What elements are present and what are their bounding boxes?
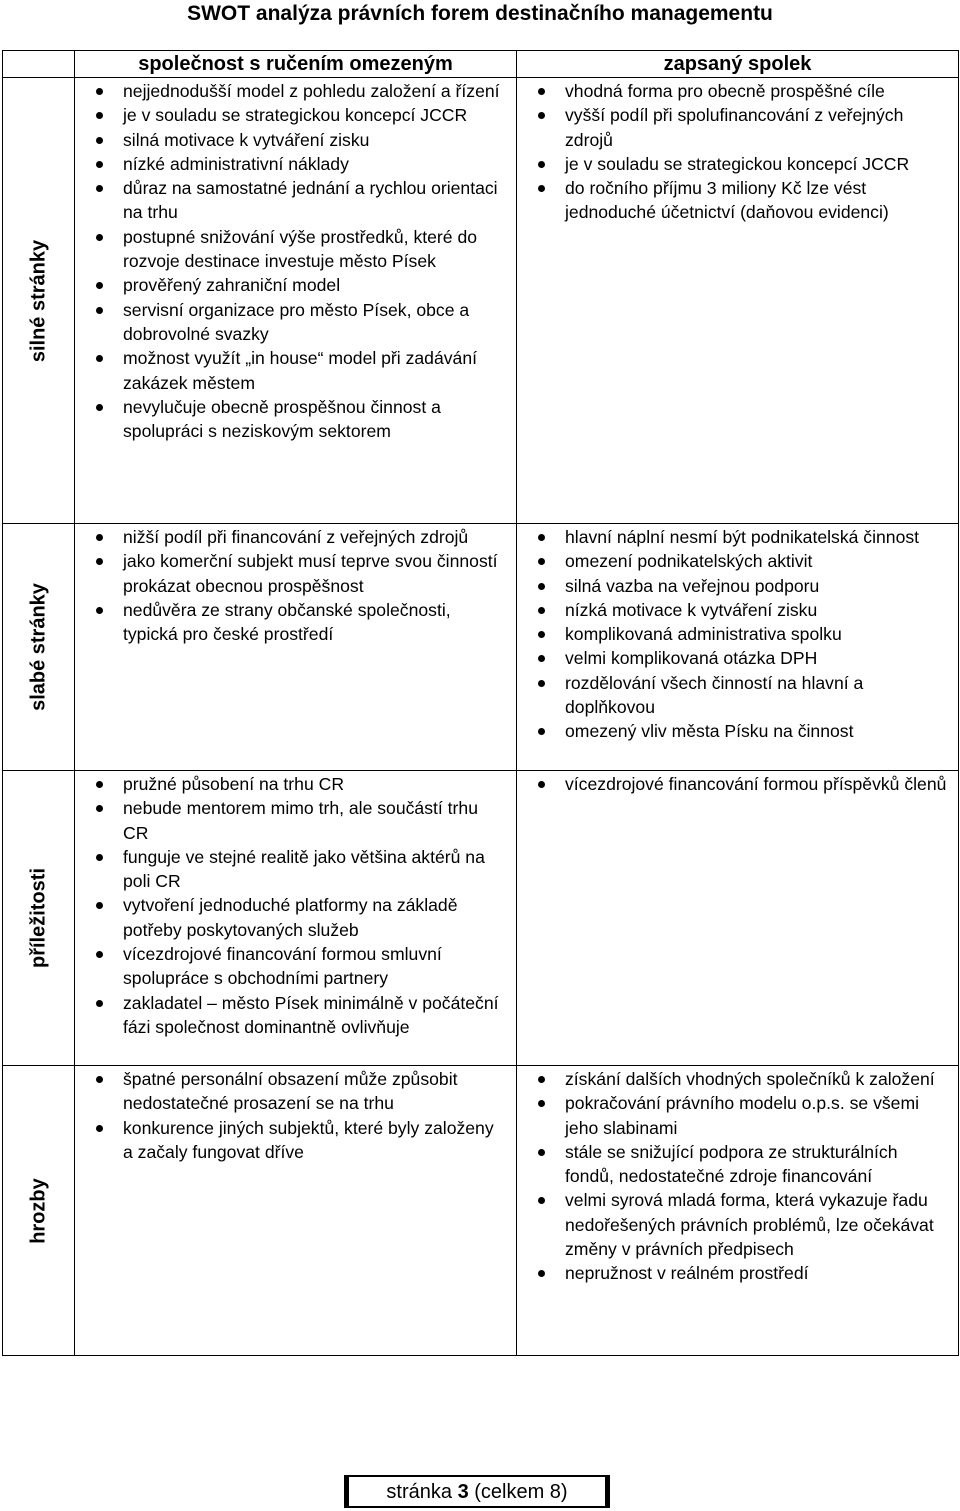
item-list — [75, 1066, 516, 1164]
footer-page-number: 3 — [457, 1481, 469, 1503]
footer-prefix: stránka — [386, 1481, 458, 1503]
list-item: pružné působení na trhu CR — [75, 772, 516, 796]
row-strengths — [3, 78, 959, 524]
list-item: jako komerční subjekt musí teprve svou činností prokázat obecnou prospěšnost — [75, 549, 516, 598]
list-item: vytvoření jednoduché platformy na základě potřeby poskytovaných služeb — [75, 893, 516, 942]
list-item: omezený vliv města Písku na činnost — [517, 719, 958, 743]
item-list — [75, 524, 516, 646]
list-item: vícezdrojové financování formou smluvní spolupráce s obchodními partnery — [75, 942, 516, 991]
page-title: SWOT analýza právních forem destinačního managementu — [187, 2, 773, 25]
list-item: silná motivace k vytváření zisku — [75, 128, 516, 152]
row-header-strengths — [3, 78, 75, 524]
row-label: silné stránky — [27, 239, 49, 362]
row-header-weaknesses — [3, 524, 75, 771]
list-item: nebude mentorem mimo trh, ale součástí trhu CR — [75, 796, 516, 845]
cell-weaknesses-sro — [75, 524, 517, 771]
row-threats — [3, 1066, 959, 1356]
list-item: servisní organizace pro město Písek, obce a dobrovolné svazky — [75, 298, 516, 347]
list-item: konkurence jiných subjektů, které byly založeny a začaly fungovat dříve — [75, 1116, 516, 1165]
list-item: komplikovaná administrativa spolku — [517, 622, 958, 646]
column-header-sro: společnost s ručením omezeným — [75, 51, 517, 78]
footer-suffix: (celkem 8) — [468, 1481, 568, 1503]
cell-strengths-sro — [75, 78, 517, 524]
list-item: nízká motivace k vytváření zisku — [517, 598, 958, 622]
cell-strengths-spolek — [517, 78, 959, 524]
row-weaknesses — [3, 524, 959, 771]
header-row — [3, 51, 959, 78]
list-item: je v souladu se strategickou koncepcí JCCR — [75, 103, 516, 127]
list-item: vhodná forma pro obecně prospěšné cíle — [517, 79, 958, 103]
list-item: velmi komplikovaná otázka DPH — [517, 646, 958, 670]
corner-cell — [3, 51, 75, 78]
cell-threats-sro — [75, 1066, 517, 1356]
list-item: nedůvěra ze strany občanské společnosti, typická pro české prostředí — [75, 598, 516, 647]
row-label: příležitosti — [27, 867, 49, 969]
list-item: omezení podnikatelských aktivit — [517, 549, 958, 573]
item-list — [517, 771, 958, 796]
list-item: vyšší podíl při spolufinancování z veřejných zdrojů — [517, 103, 958, 152]
item-list — [75, 78, 516, 443]
cell-opportunities-sro — [75, 771, 517, 1066]
list-item: silná vazba na veřejnou podporu — [517, 574, 958, 598]
list-item: prověřený zahraniční model — [75, 273, 516, 297]
list-item: do ročního příjmu 3 miliony Kč lze vést jednoduché účetnictví (daňovou evidenci) — [517, 176, 958, 225]
list-item: pokračování právního modelu o.p.s. se všemi jeho slabinami — [517, 1091, 958, 1140]
list-item: hlavní náplní nesmí být podnikatelská činnost — [517, 525, 958, 549]
item-list — [517, 1066, 958, 1286]
list-item: možnost využít „in house“ model při zadávání zakázek městem — [75, 346, 516, 395]
row-opportunities — [3, 771, 959, 1066]
row-label: hrozby — [27, 1177, 49, 1244]
item-list — [517, 78, 958, 225]
list-item: vícezdrojové financování formou příspěvků členů — [517, 772, 958, 796]
list-item: nízké administrativní náklady — [75, 152, 516, 176]
list-item: stále se snižující podpora ze strukturálních fondů, nedostatečné zdroje financování — [517, 1140, 958, 1189]
page-footer — [344, 1475, 610, 1508]
cell-weaknesses-spolek — [517, 524, 959, 771]
item-list — [517, 524, 958, 744]
cell-threats-spolek — [517, 1066, 959, 1356]
list-item: velmi syrová mladá forma, která vykazuje řadu nedořešených právních problémů, lze očekávat změny v právních předpisech — [517, 1188, 958, 1261]
list-item: nižší podíl při financování z veřejných zdrojů — [75, 525, 516, 549]
list-item: je v souladu se strategickou koncepcí JCCR — [517, 152, 958, 176]
swot-table — [2, 50, 959, 1356]
list-item: funguje ve stejné realitě jako většina aktérů na poli CR — [75, 845, 516, 894]
row-header-opportunities — [3, 771, 75, 1066]
item-list — [75, 771, 516, 1039]
list-item: špatné personální obsazení může způsobit nedostatečné prosazení se na trhu — [75, 1067, 516, 1116]
list-item: získání dalších vhodných společníků k založení — [517, 1067, 958, 1091]
column-header-spolek: zapsaný spolek — [517, 51, 959, 78]
row-header-threats — [3, 1066, 75, 1356]
list-item: postupné snižování výše prostředků, které do rozvoje destinace investuje město Písek — [75, 225, 516, 274]
cell-opportunities-spolek — [517, 771, 959, 1066]
list-item: zakladatel – město Písek minimálně v počáteční fázi společnost dominantně ovlivňuje — [75, 991, 516, 1040]
row-label: slabé stránky — [27, 583, 49, 711]
list-item: nejjednodušší model z pohledu založení a řízení — [75, 79, 516, 103]
list-item: nepružnost v reálném prostředí — [517, 1261, 958, 1285]
list-item: důraz na samostatné jednání a rychlou orientaci na trhu — [75, 176, 516, 225]
list-item: rozdělování všech činností na hlavní a doplňkovou — [517, 671, 958, 720]
list-item: nevylučuje obecně prospěšnou činnost a spolupráci s neziskovým sektorem — [75, 395, 516, 444]
